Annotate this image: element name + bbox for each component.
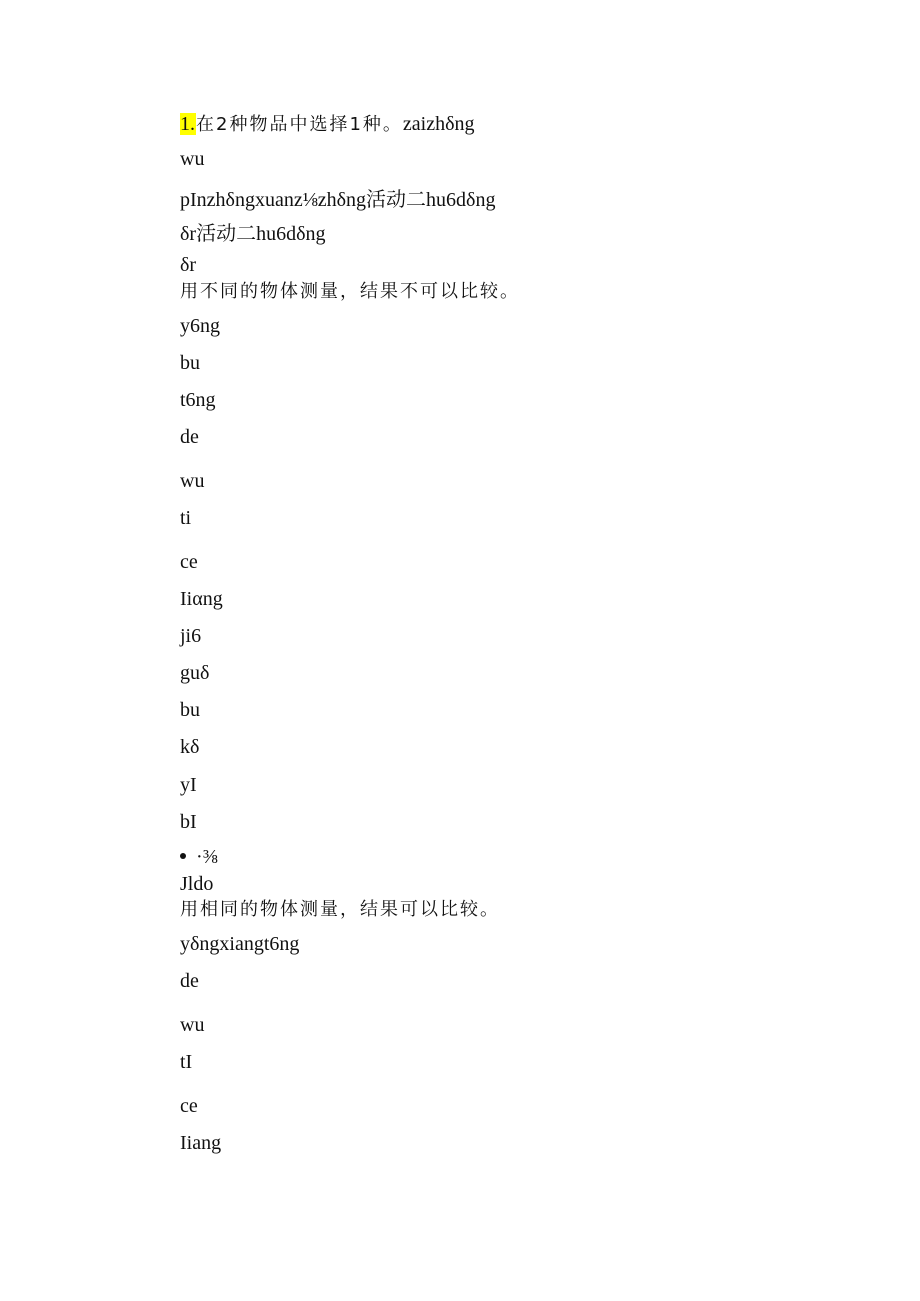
bullet-line <box>180 845 218 869</box>
pinyin-line: ce <box>180 1095 198 1117</box>
pinyin-line: yI <box>180 774 197 796</box>
pinyin-line: kδ <box>180 736 200 758</box>
pinyin-line: δr活动二hu6dδng <box>180 223 326 245</box>
pinyin-line: δr <box>180 254 197 276</box>
item-1-line <box>180 112 475 137</box>
pinyin-line: wu <box>180 1014 205 1036</box>
bullet-text: ·⅜ <box>196 846 218 868</box>
pinyin-line: bI <box>180 811 197 833</box>
bullet-icon <box>180 853 186 859</box>
sentence-different-objects: 用不同的物体测量，结果不可以比较。 <box>180 281 520 302</box>
pinyin-line: Iiαng <box>180 588 223 610</box>
pinyin-line: guδ <box>180 662 210 684</box>
pinyin-line: t6ng <box>180 389 216 411</box>
pinyin-line: yδngxiangt6ng <box>180 933 300 955</box>
pinyin-line: de <box>180 426 199 448</box>
pinyin-line: bu <box>180 699 200 721</box>
pinyin-line: Iiang <box>180 1132 222 1154</box>
pinyin-line: y6ng <box>180 315 220 337</box>
item-1-pinyin: zaizhδng <box>402 113 475 135</box>
pinyin-line: wu <box>180 470 205 492</box>
pinyin-line: ti <box>180 507 192 529</box>
pinyin-line: bu <box>180 352 200 374</box>
sentence-same-objects: 用相同的物体测量，结果可以比较。 <box>180 899 500 920</box>
pinyin-line: de <box>180 970 199 992</box>
pinyin-line: wu <box>180 148 205 170</box>
pinyin-line: ce <box>180 551 198 573</box>
pinyin-line: pInzhδngxuanz⅛zhδng活动二hu6dδng <box>180 189 496 211</box>
pinyin-line: Jldo <box>180 873 214 895</box>
pinyin-line: tI <box>180 1051 193 1073</box>
item-number-highlight: 1. <box>180 113 195 135</box>
item-1-instruction: 在2种物品中选择1种。 <box>196 114 403 135</box>
pinyin-line: ji6 <box>180 625 202 647</box>
